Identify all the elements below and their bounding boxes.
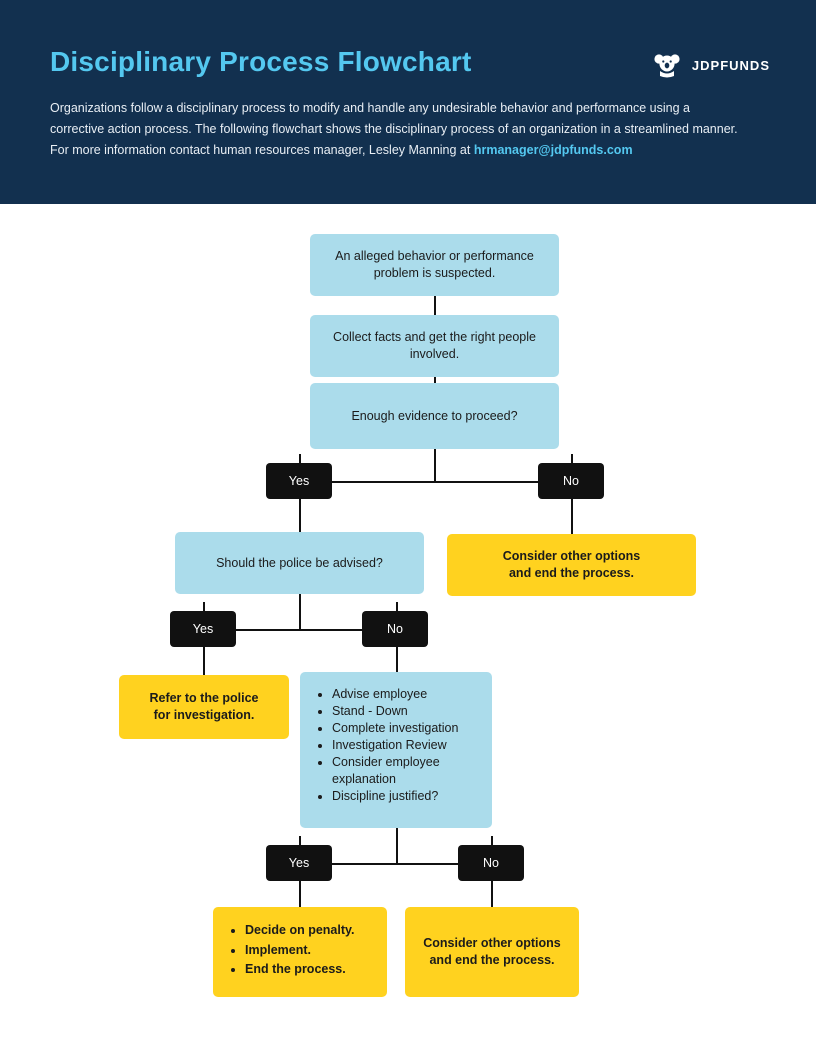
- connector-yes1-node4: [299, 499, 301, 534]
- flowchart-canvas: [0, 204, 816, 1056]
- node-consider-other-options-2-line1: Consider other options: [423, 936, 561, 950]
- node-refer-police: [119, 675, 289, 739]
- list-item: • Stand - Down: [332, 703, 478, 720]
- pill-no-evidence: No: [538, 463, 604, 499]
- list-item: • Discipline justified?: [332, 788, 478, 805]
- connector-no3-node9: [491, 881, 493, 909]
- page-header: [0, 0, 816, 204]
- header-description-text: Organizations follow a disciplinary process to modify and handle any undesirable behavior and performance using a corrective action process. The following flowchart shows the disciplinary process of an organization in a streamlined manner. For more information contact human resources manager, Lesley Manning at: [50, 101, 738, 157]
- list-item: • Investigation Review: [332, 737, 478, 754]
- node-alleged-problem: An alleged behavior or performance problem is suspected.: [310, 234, 559, 296]
- header-description: [50, 98, 740, 161]
- page-title: Disciplinary Process Flowchart: [50, 46, 472, 77]
- node-investigation-steps: [300, 672, 492, 828]
- brand: [652, 50, 770, 80]
- pill-yes-police: Yes: [170, 611, 236, 647]
- connector-1-2: [434, 296, 436, 315]
- connector-7-branch: [396, 828, 398, 863]
- node-collect-facts: Collect facts and get the right people involved.: [310, 315, 559, 377]
- pill-yes-evidence: Yes: [266, 463, 332, 499]
- node-enough-evidence: Enough evidence to proceed?: [310, 383, 559, 449]
- node-consider-other-options-1-line2: and end the process.: [508, 566, 635, 580]
- connector-no1-node5: [571, 499, 573, 534]
- list-item: • Implement.: [245, 941, 373, 960]
- node-refer-police-line2: for investigation.: [153, 708, 255, 722]
- list-item: • Decide on penalty.: [245, 921, 373, 940]
- node-police-advised: Should the police be advised?: [175, 532, 424, 594]
- pill-no-discipline: No: [458, 845, 524, 881]
- connector-3-branch-horizontal: [299, 481, 572, 483]
- node-consider-other-options-2-line2: and end the process.: [429, 953, 555, 967]
- list-item: • Consider employee explanation: [332, 754, 478, 787]
- hr-email-link[interactable]: hrmanager@jdpfunds.com: [473, 143, 633, 157]
- connector-4-branch: [299, 594, 301, 629]
- connector-no2-node7: [396, 647, 398, 675]
- list-item: • Advise employee: [332, 686, 478, 703]
- brand-name: JDPFUNDS: [691, 57, 770, 73]
- connector-yes3-node8: [299, 881, 301, 909]
- koala-logo-icon: [652, 50, 682, 80]
- pill-no-police: No: [362, 611, 428, 647]
- connector-3-branch: [434, 449, 436, 481]
- node-consider-other-options-1: [447, 534, 696, 596]
- node-consider-other-options-2: [405, 907, 579, 997]
- node-decide-penalty: [213, 907, 387, 997]
- node-refer-police-line1: Refer to the police: [149, 691, 259, 705]
- list-item: • End the process.: [245, 960, 373, 979]
- list-item: • Complete investigation: [332, 720, 478, 737]
- node-consider-other-options-1-line1: Consider other options: [502, 549, 641, 563]
- pill-yes-discipline: Yes: [266, 845, 332, 881]
